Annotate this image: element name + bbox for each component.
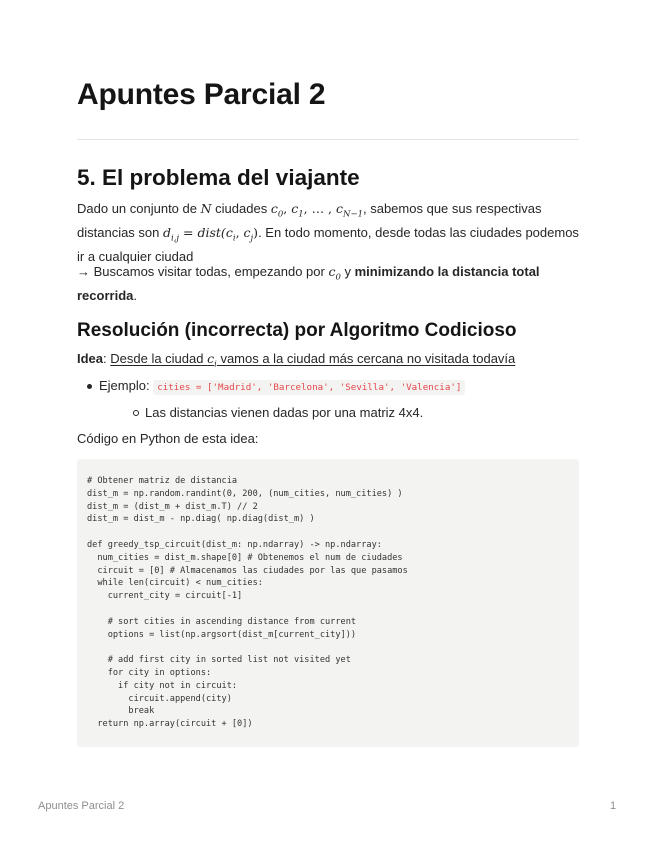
goal-text: Buscamos visitar todas, empezando por	[90, 264, 329, 279]
intro-paragraph	[77, 200, 579, 267]
subsection-heading: Resolución (incorrecta) por Algoritmo Codicioso	[77, 320, 517, 341]
code-line: return np.array(circuit + [0])	[87, 719, 253, 730]
code-line: # Obtener matriz de distancia	[87, 476, 238, 486]
code-line: def greedy_tsp_circuit(dist_m: np.ndarray) -> np.ndarray:	[87, 539, 382, 550]
inline-code: cities = ['Madrid', 'Barcelona', 'Sevilla', 'Valencia']	[153, 380, 465, 395]
code-line: options = list(np.argsort(dist_m[current_city]))	[87, 629, 357, 640]
code-line	[87, 641, 569, 654]
math-ci: $c_i$	[207, 351, 217, 370]
code-line: circuit.append(city)	[87, 693, 232, 704]
code-line	[87, 526, 569, 539]
bullet-icon	[87, 384, 92, 389]
code-intro: Código en Python de esta idea:	[77, 431, 259, 446]
code-line	[87, 603, 569, 616]
idea-paragraph	[77, 350, 579, 374]
list-item	[99, 404, 465, 422]
idea-colon: :	[103, 351, 111, 366]
arrow-icon: →	[77, 264, 90, 279]
idea-label: Idea	[77, 351, 104, 366]
page-title: Apuntes Parcial 2	[77, 78, 326, 111]
code-line: while len(circuit) < num_cities:	[87, 578, 263, 589]
code-line: dist_m = np.random.randint(0, 200, (num_cities, num_cities) )	[87, 488, 403, 499]
idea-underlined-text: Desde la ciudad $c_i$ vamos a la ciudad más cercana no visitada todavía	[110, 351, 516, 370]
sub-item-text: Las distancias vienen dadas por una matriz 4x4.	[145, 405, 424, 420]
intro-text: ciudades	[211, 201, 271, 216]
footer-title: Apuntes Parcial 2	[38, 800, 125, 812]
code-line: # sort cities in ascending distance from current	[87, 616, 357, 627]
page-number: 1	[610, 800, 617, 812]
section-heading: 5. El problema del viajante	[77, 165, 360, 190]
code-line: num_cities = dist_m.shape[0] # Obtenemos el num de ciudades	[87, 552, 403, 563]
math-distance-formula: $d_{i,j}$ = $dist(c_i$, $c_j$)	[163, 225, 259, 244]
goal-paragraph	[77, 263, 579, 306]
intro-text: . En todo momento, desde todas las ciudades podemos ir a cualquier ciudad	[77, 225, 579, 264]
code-line: dist_m = (dist_m + dist_m.T) // 2	[87, 501, 258, 512]
math-n: N	[200, 201, 212, 216]
math-cities-sequence: $c_0$, $c_1$, … , $c_{N-1}$	[270, 201, 363, 220]
goal-bold-text: minimizando la distancia total recorrida	[77, 264, 540, 303]
example-list	[77, 377, 465, 422]
code-line: # add first city in sorted list not visited yet	[87, 655, 351, 666]
math-c0: $c_0$	[328, 264, 341, 283]
code-line: if city not in circuit:	[87, 680, 238, 691]
hollow-bullet-icon	[133, 410, 139, 416]
example-label: Ejemplo:	[99, 378, 154, 393]
intro-text: , sabemos que sus respectivas distancias son	[77, 201, 542, 240]
intro-text: Dado un conjunto de	[77, 201, 201, 216]
code-line: for city in options:	[87, 667, 212, 678]
code-line: circuit = [0] # Almacenamos las ciudades por las que pasamos	[87, 565, 408, 576]
code-line: dist_m = dist_m - np.diag( np.diag(dist_m) )	[87, 514, 315, 525]
list-item	[77, 377, 465, 422]
code-line: break	[87, 706, 155, 717]
goal-text: y	[340, 264, 355, 279]
goal-text: .	[133, 288, 137, 303]
title-divider	[77, 139, 579, 140]
code-line: current_city = circuit[-1]	[87, 591, 243, 602]
code-block	[77, 459, 579, 747]
